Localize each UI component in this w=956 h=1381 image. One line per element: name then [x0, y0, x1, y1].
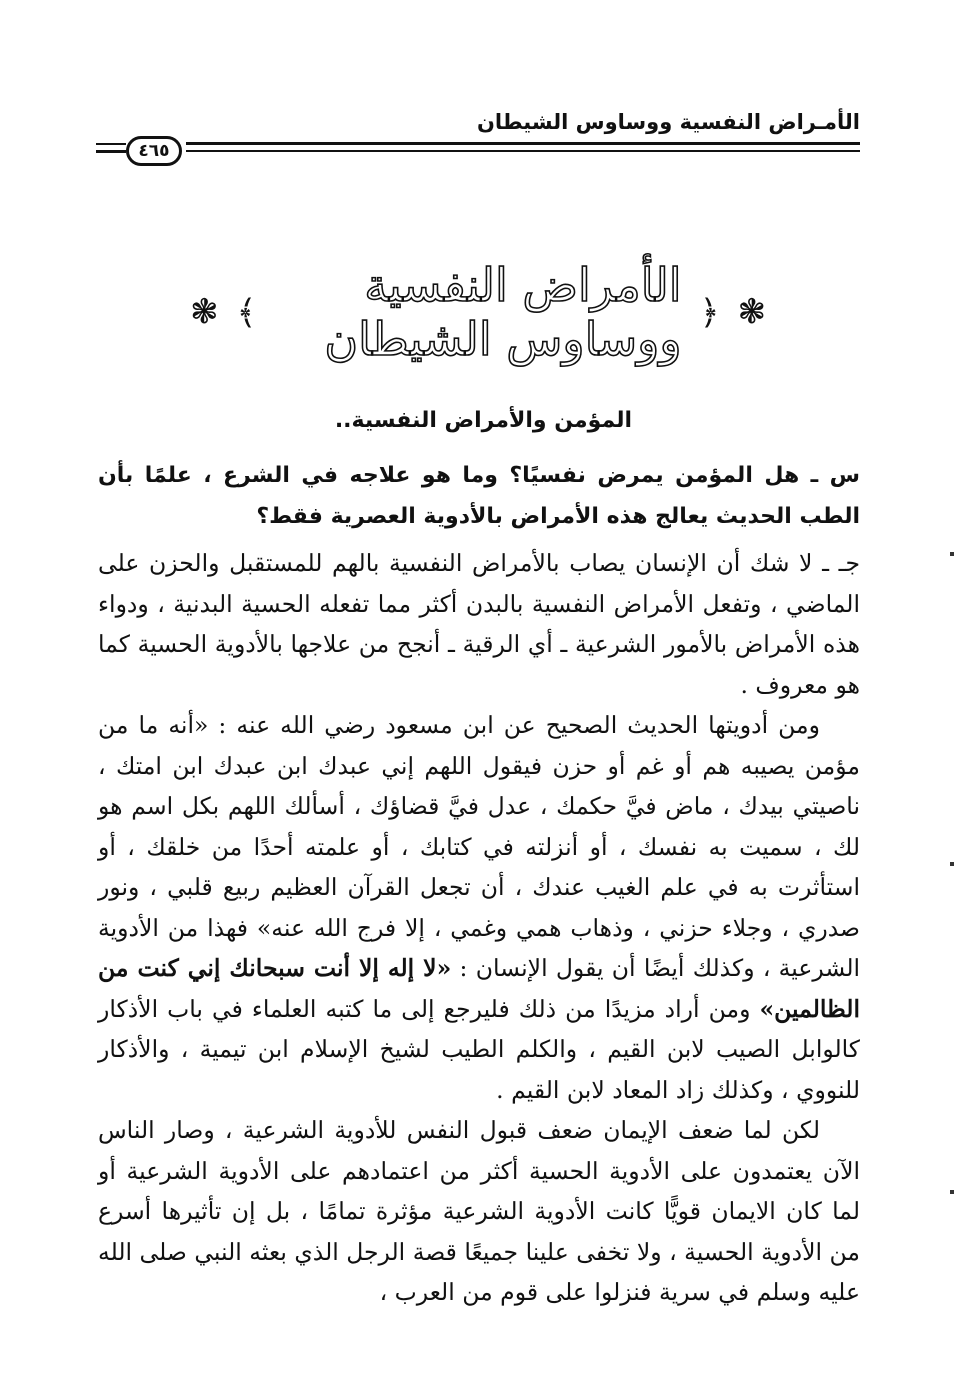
header-rule-right	[186, 142, 860, 145]
body-text	[98, 455, 860, 1313]
hadith-paragraph	[98, 705, 860, 1110]
question-paragraph: س ـ هل المؤمن يمرض نفسيًا؟ وما هو علاجه في الشرع ، علمًا بأن الطب الحديث يعالج هذه الأمراض بالأدوية العصرية فقط؟	[98, 463, 860, 529]
margin-mark	[950, 1190, 954, 1194]
chapter-heading	[190, 258, 766, 366]
dhikr-quote: «لا إله إلا أنت سبحانك إني كنت من الظالمين»	[98, 954, 860, 1023]
bracket-icon: ﴾	[236, 292, 257, 333]
page-number: ٤٦٥	[126, 136, 182, 166]
margin-mark	[950, 862, 954, 866]
answer-paragraph: جـ ـ لا شك أن الإنسان يصاب بالأمراض النفسية بالهم للمستقبل والحزن على الماضي ، وتفعل الأمراض النفسية بالبدن أكثر مما تفعله الحسية البدنية ، ودواء هذه الأمراض بالأمور الشرعية ـ أي الرقية ـ أنجح من علاجها بالأدوية الحسية كما هو معروف .	[98, 549, 860, 699]
bracket-icon: ﴿	[699, 292, 720, 333]
margin-mark	[950, 552, 954, 556]
closing-paragraph: لكن لما ضعف الإيمان ضعف قبول النفس للأدوية الشرعية ، وصار الناس الآن يعتمدون على الأدوية الحسية أكثر من اعتمادهم على الأدوية الشرعية أو لما كان الايمان قويًّا كانت الأدوية الشرعية مؤثرة تمامًا ، بل إن تأثيرها أسرع من الأدوية الحسية ، ولا تخفى علينا جميعًا قصة الرجل الذي بعثه النبي صلى الله عليه وسلم في سرية فنزلوا على قوم من العرب ،	[98, 1116, 860, 1306]
references-text: ومن أراد مزيدًا من ذلك فليرجع إلى ما كتبه العلماء في باب الأذكار كالوابل الصيب لابن القيم ، والكلم الطيب لشيخ الإسلام ابن تيمية ، والأذكار للنووي ، وكذلك زاد المعاد لابن القيم .	[98, 994, 860, 1104]
chapter-title: الأمراض النفسية ووساوس الشيطان	[324, 258, 682, 366]
header-rule-left-upper	[96, 143, 126, 145]
section-heading: المؤمن والأمراض النفسية..	[334, 408, 632, 433]
header-rule-right-lower	[186, 150, 860, 152]
ornament-icon: ❃	[737, 292, 766, 332]
header-rule-left	[96, 150, 126, 153]
hadith-text: ومن أدويتها الحديث الصحيح عن ابن مسعود رضي الله عنه : «أنه ما من مؤمن يصيبه هم أو غم أو حزن فيقول اللهم إني عبدك ابن عبدك ابن امتك ، ناصيتي بيدك ، ماض فيَّ حكمك ، عدل فيَّ قضاؤك ، أسألك اللهم بكل اسم هو لك ، سميت به نفسك ، أو أنزلته في كتابك ، أو علمته أحدًا من خلقك ، أو استأثرت به في علم الغيب عندك ، أن تجعل القرآن العظيم ربيع قلبي ، ونور صدري ، وجلاء حزني ، وذهاب همي وغمي ، إلا فرج الله عنه» فهذا من الأدوية الشرعية ، وكذلك أيضًا أن يقول الإنسان :	[98, 711, 861, 982]
ornament-icon: ❃	[190, 292, 219, 332]
running-header-title: الأمـراض النفسية ووساوس الشيطان	[476, 110, 860, 134]
